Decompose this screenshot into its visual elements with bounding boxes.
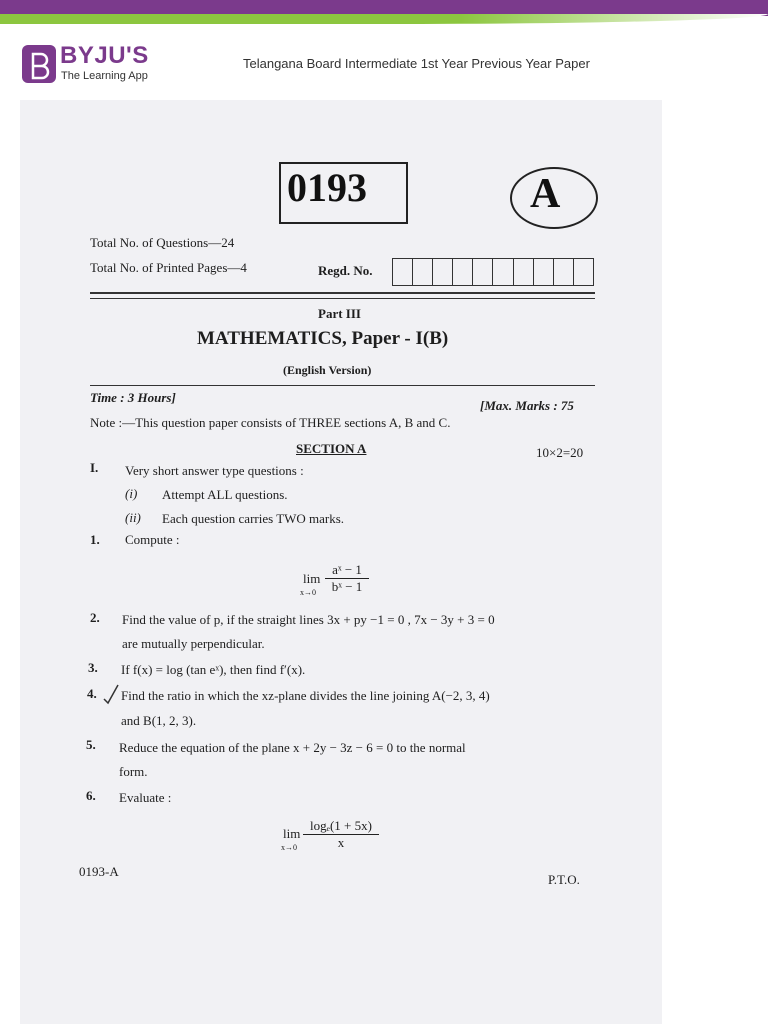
limit-subscript: x→0 (300, 588, 316, 597)
brand-tagline: The Learning App (61, 70, 148, 82)
question-text: If f(x) = log (tan eˣ), then find f′(x). (121, 662, 306, 677)
paper-set: A (530, 171, 561, 217)
section-heading: SECTION A (296, 441, 367, 456)
instruction-number: I. (90, 460, 99, 475)
regd-number-boxes (392, 258, 594, 286)
fraction-denominator: x (337, 835, 345, 850)
fraction-numerator: aˣ − 1 (325, 562, 369, 579)
instruction-i: Attempt ALL questions. (162, 487, 288, 502)
limit-symbol: lim (283, 826, 301, 841)
question-line: are mutually perpendicular. (122, 636, 265, 651)
question-number: 1. (90, 532, 100, 547)
question-line: Reduce the equation of the plane x + 2y − 3z − 6 = 0 to the normal (119, 740, 466, 755)
instruction-i-number: (i) (125, 486, 138, 501)
section-marks: 10×2=20 (536, 445, 584, 460)
total-questions: Total No. of Questions—24 (90, 235, 235, 250)
question-line: Find the ratio in which the xz-plane divides the line joining A(−2, 3, 4) (121, 688, 490, 703)
brand-name: BYJU'S (60, 42, 149, 69)
question-line: form. (119, 764, 148, 779)
paper-code: 0193 (287, 165, 367, 210)
question-number: 6. (86, 788, 96, 803)
question-text: Evaluate : (119, 790, 172, 805)
top-banner (0, 0, 768, 24)
footer-pto: P.T.O. (548, 872, 580, 887)
question-number: 3. (88, 660, 98, 675)
instruction-ii-number: (ii) (125, 510, 141, 525)
instruction-title: Very short answer type questions : (125, 463, 304, 478)
page-title: Telangana Board Intermediate 1st Year Previous Year Paper (243, 56, 590, 71)
subject-title: MATHEMATICS, Paper - I(B) (197, 328, 449, 349)
question-number: 5. (86, 737, 96, 752)
question-number: 2. (90, 610, 100, 625)
check-mark-icon (103, 683, 119, 705)
question-line: and B(1, 2, 3). (121, 713, 197, 728)
question-number: 4. (87, 686, 97, 701)
limit-symbol: lim (303, 571, 321, 586)
fraction-numerator: logₑ(1 + 5x) (303, 818, 379, 835)
version-label: (English Version) (283, 363, 372, 377)
total-pages: Total No. of Printed Pages—4 (90, 260, 247, 275)
limit-subscript: x→0 (281, 843, 297, 852)
fraction (325, 562, 369, 595)
time-rule (90, 385, 595, 386)
header-rule-top (90, 292, 595, 294)
banner-green-stripe (0, 14, 768, 24)
question-line: Find the value of p, if the straight lines 3x + py −1 = 0 , 7x − 3y + 3 = 0 (122, 612, 495, 627)
footer-code: 0193-A (79, 864, 119, 879)
instruction-ii: Each question carries TWO marks. (162, 511, 345, 526)
time-label: Time : 3 Hours] (90, 390, 176, 405)
regd-label: Regd. No. (318, 263, 373, 278)
paper-note: Note :—This question paper consists of THREE sections A, B and C. (90, 415, 451, 430)
part-label: Part III (318, 306, 361, 321)
question-text: Compute : (125, 532, 180, 547)
byjus-logo-icon (22, 45, 56, 83)
fraction-denominator: bˣ − 1 (331, 579, 363, 594)
fraction (303, 818, 379, 851)
max-marks: [Max. Marks : 75 (480, 398, 574, 413)
header-rule-bottom (90, 298, 595, 299)
